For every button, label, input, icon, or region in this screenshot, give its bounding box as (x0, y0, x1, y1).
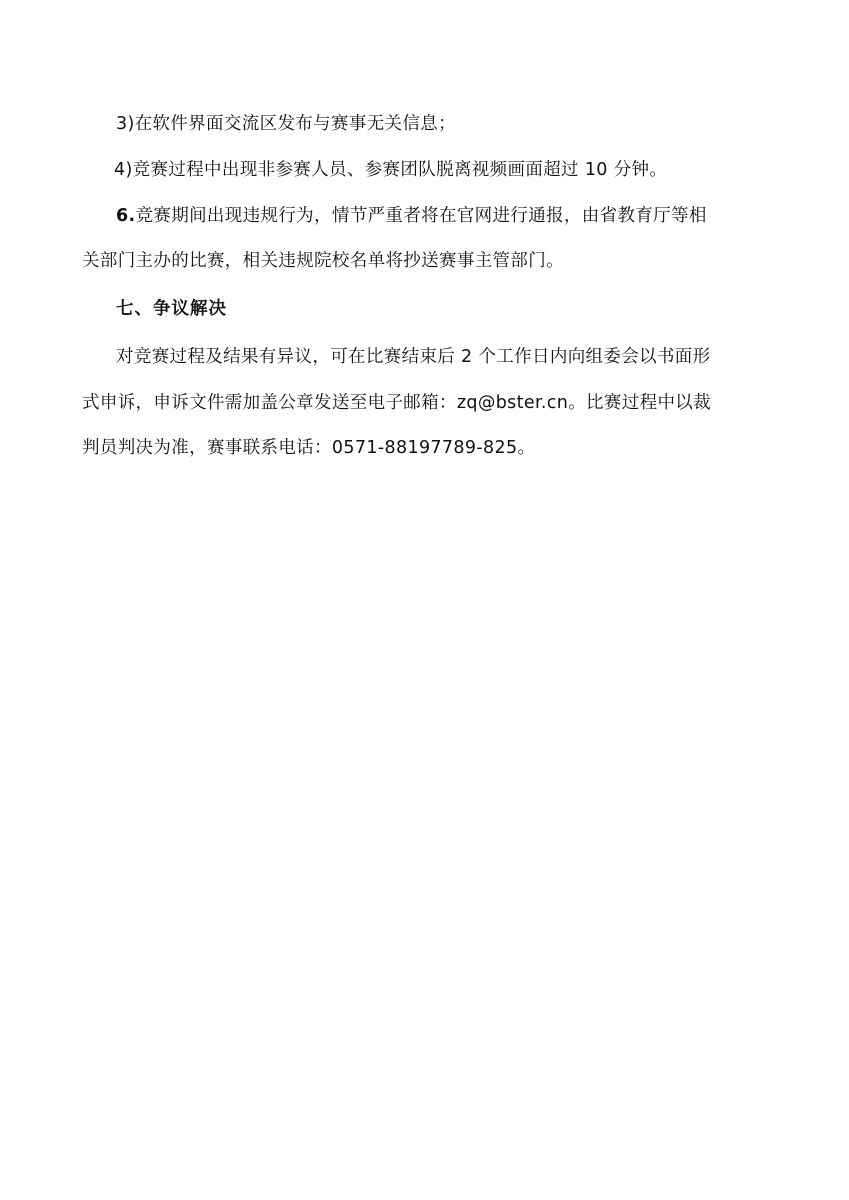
clause-6-first-line (116, 204, 806, 228)
section-7-heading: 七、争议解决 (116, 299, 227, 319)
clause-6-text-2: 关部门主办的比赛，相关违规院校名单将抄送赛事主管部门。 (82, 251, 564, 271)
clause-6-text-1: 竞赛期间出现违规行为，情节严重者将在官网进行通报，由省教育厅等相 (135, 206, 707, 226)
section-7-paragraph-line-2: 式申诉，申诉文件需加盖公章发送至电子邮箱：zq@bster.cn。比赛过程中以裁 (82, 393, 712, 413)
rule-item-4: 4)竞赛过程中出现非参赛人员、参赛团队脱离视频画面超过 10 分钟。 (114, 160, 668, 180)
section-7-paragraph-line-1: 对竞赛过程及结果有异议，可在比赛结束后 2 个工作日内向组委会以书面形 (116, 347, 711, 367)
section-7-paragraph-line-3: 判员判决为准，赛事联系电话：0571-88197789-825。 (82, 438, 536, 458)
clause-6-number: 6. (116, 206, 136, 226)
rule-item-3: 3)在软件界面交流区发布与赛事无关信息； (116, 114, 456, 134)
